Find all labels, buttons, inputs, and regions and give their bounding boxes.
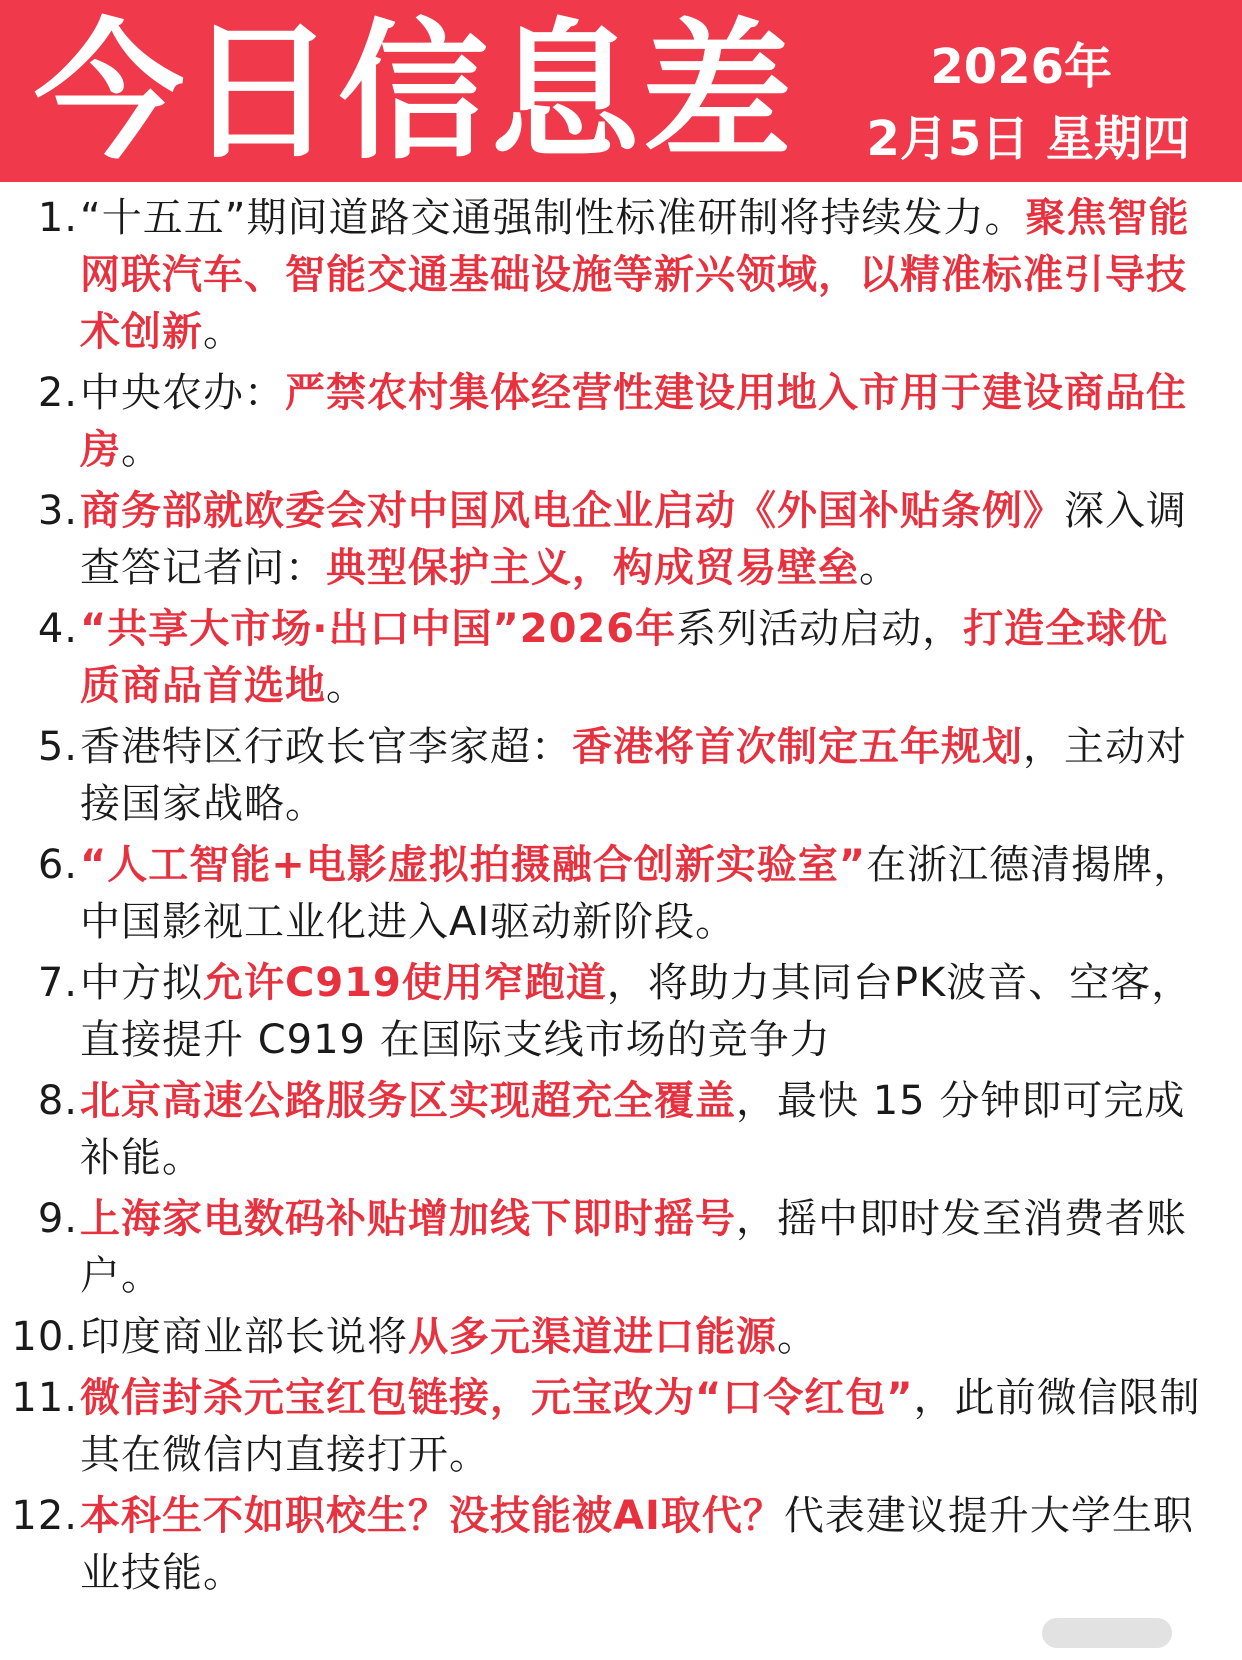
news-text: 香港特区行政长官李家超： bbox=[80, 724, 572, 770]
news-highlight-text: 商务部就欧委会对中国风电企业启动《外国补贴条例》 bbox=[80, 488, 1064, 534]
news-item-number: 11. bbox=[11, 1375, 78, 1421]
news-text: 代表建议提升大学生职业技能。 bbox=[80, 1493, 1194, 1596]
news-text: 中央农办： bbox=[80, 370, 285, 416]
news-item bbox=[0, 1488, 1242, 1602]
news-highlight-text: 允许C919使用窄跑道 bbox=[203, 960, 607, 1006]
news-highlight-text: 香港将首次制定五年规划 bbox=[572, 724, 1023, 770]
news-text: 中方拟 bbox=[80, 960, 203, 1006]
news-highlight-text: 典型保护主义，构成贸易壁垒 bbox=[326, 545, 859, 591]
news-text: 。 bbox=[777, 1314, 818, 1360]
news-item-number: 3. bbox=[37, 488, 78, 534]
news-item bbox=[0, 1073, 1242, 1187]
news-item bbox=[0, 1309, 1242, 1366]
news-item-number: 8. bbox=[37, 1078, 78, 1124]
news-text: 在浙江德清揭牌，中国影视工业化进入AI驱动新阶段。 bbox=[80, 842, 1195, 945]
news-item bbox=[0, 837, 1242, 951]
news-highlight-text: 从多元渠道进口能源 bbox=[408, 1314, 777, 1360]
watermark-logo bbox=[1042, 1618, 1172, 1648]
news-item bbox=[0, 365, 1242, 479]
news-highlight-text: “共享大市场·出口中国”2026年 bbox=[80, 606, 677, 652]
news-list bbox=[0, 190, 1242, 1606]
news-highlight-text: “人工智能+电影虚拟拍摄融合创新实验室” bbox=[80, 842, 867, 888]
news-item-number: 2. bbox=[37, 370, 78, 416]
date-year: 2026年 bbox=[930, 39, 1112, 95]
news-item bbox=[0, 483, 1242, 597]
page-title: 今日信息差 bbox=[34, 6, 795, 180]
news-text: 。 bbox=[203, 309, 244, 355]
news-item-number: 1. bbox=[37, 195, 78, 241]
news-item-number: 5. bbox=[37, 724, 78, 770]
news-item-number: 12. bbox=[11, 1493, 78, 1539]
news-highlight-text: 北京高速公路服务区实现超充全覆盖 bbox=[80, 1078, 736, 1124]
date-day: 2月5日 星期四 bbox=[866, 111, 1190, 167]
news-text: ，摇中即时发至消费者账户。 bbox=[80, 1196, 1187, 1299]
news-text: 。 bbox=[326, 663, 367, 709]
news-item bbox=[0, 1370, 1242, 1484]
news-item bbox=[0, 955, 1242, 1069]
news-item-number: 6. bbox=[37, 842, 78, 888]
news-text: ，主动对接国家战略。 bbox=[80, 724, 1187, 827]
news-text: ，最快 15 分钟即可完成补能。 bbox=[80, 1078, 1186, 1181]
news-item bbox=[0, 719, 1242, 833]
news-text: ，将助力其同台PK波音、空客，直接提升 C919 在国际支线市场的竞争力 bbox=[80, 960, 1193, 1063]
news-highlight-text: 本科生不如职校生？没技能被AI取代？ bbox=[80, 1493, 784, 1539]
news-text: ，此前微信限制其在微信内直接打开。 bbox=[80, 1375, 1201, 1478]
news-text: 系列活动启动， bbox=[676, 606, 964, 652]
news-text: 印度商业部长说将 bbox=[80, 1314, 408, 1360]
news-item bbox=[0, 601, 1242, 715]
news-highlight-text: 上海家电数码补贴增加线下即时摇号 bbox=[80, 1196, 736, 1242]
header-banner bbox=[0, 0, 1242, 182]
news-text: 深入调查答记者问： bbox=[80, 488, 1187, 591]
news-item-number: 9. bbox=[37, 1196, 78, 1242]
news-text: “十五五”期间道路交通强制性标准研制将持续发力。 bbox=[80, 195, 1026, 241]
news-highlight-text: 严禁农村集体经营性建设用地入市用于建设商品住房 bbox=[80, 370, 1187, 473]
news-item-number: 4. bbox=[37, 606, 78, 652]
news-text: 。 bbox=[859, 545, 900, 591]
news-text: 。 bbox=[121, 427, 162, 473]
news-item-number: 7. bbox=[37, 960, 78, 1006]
news-highlight-text: 打造全球优质商品首选地 bbox=[80, 606, 1169, 709]
news-highlight-text: 微信封杀元宝红包链接，元宝改为“口令红包” bbox=[80, 1375, 914, 1421]
news-item bbox=[0, 1191, 1242, 1305]
news-item-number: 10. bbox=[11, 1314, 78, 1360]
news-item bbox=[0, 190, 1242, 361]
news-highlight-text: 聚焦智能网联汽车、智能交通基础设施等新兴领域，以精准标准引导技术创新 bbox=[80, 195, 1190, 355]
